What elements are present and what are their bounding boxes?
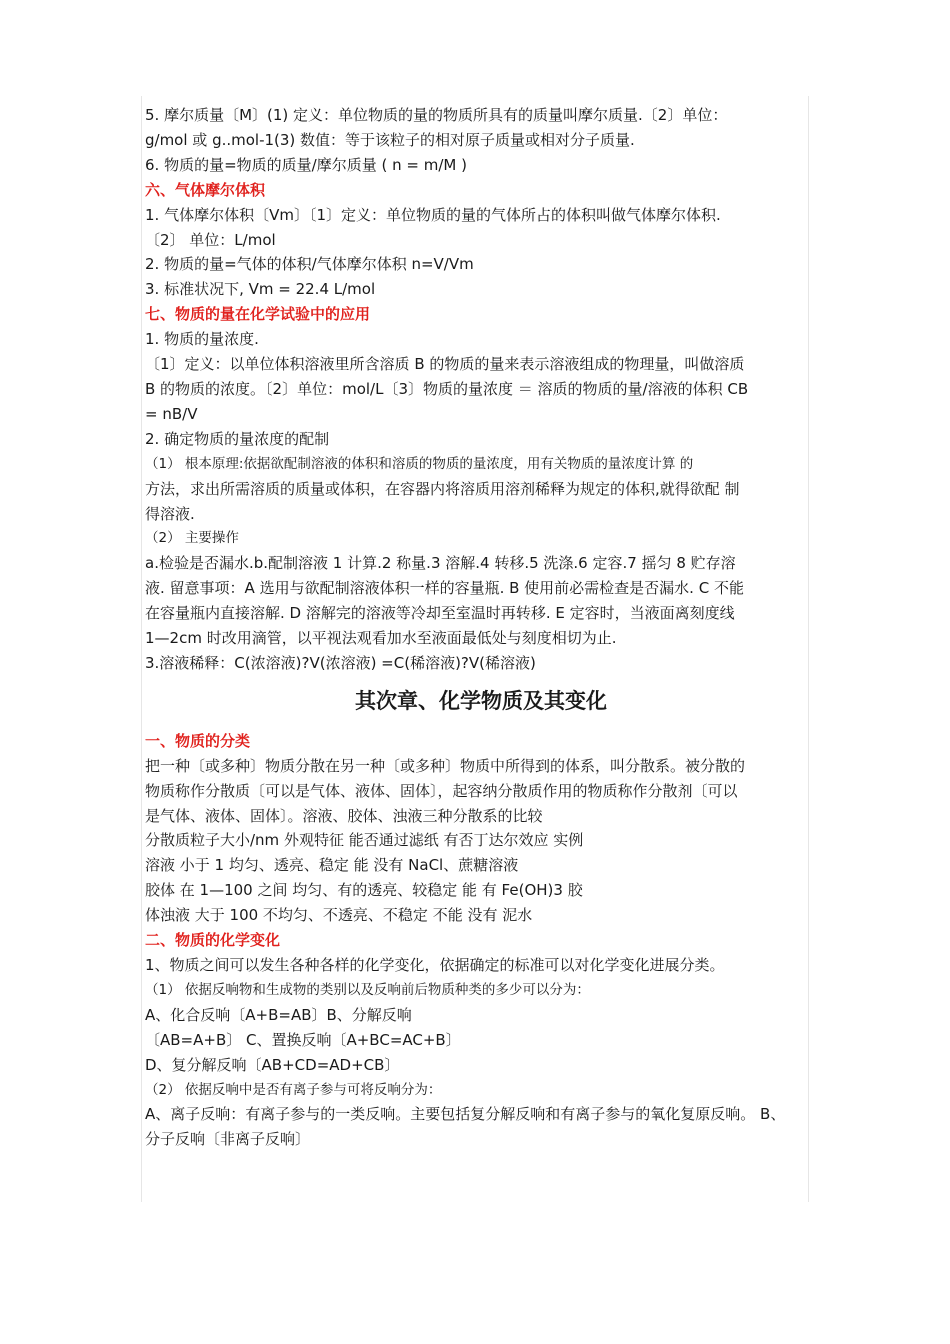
text-line: 在容量瓶内直接溶解. D 溶解完的溶液等冷却至室温时再转移. E 定容时，当液面离刻度线 (145, 604, 735, 623)
text-line: 物质称作分散质〔可以是气体、液体、固体〕，起容纳分散质作用的物质称作分散剂〔可以 (145, 781, 738, 800)
text-line: B 的物质的浓度。〔2〕单位：mol/L〔3〕物质的量浓度 ＝ 溶质的物质的量/溶液的体积 CB (145, 379, 749, 398)
section-heading: 二、物质的化学变化 (145, 931, 281, 950)
text-line: 1. 气体摩尔体积〔Vm〕〔1〕定义：单位物质的量的气体所占的体积叫做气体摩尔体积. (145, 205, 721, 224)
text-line: a.检验是否漏水.b.配制溶液 1 计算.2 称量.3 溶解.4 转移.5 洗涤.6 定容.7 摇匀 8 贮存溶 (145, 554, 736, 573)
text-line: 体浊液 大于 100 不均匀、不透亮、不稳定 不能 没有 泥水 (145, 906, 533, 925)
text-line: 方法，求出所需溶质的质量或体积，在容器内将溶质用溶剂稀释为规定的体积,就得欲配 制 (145, 479, 740, 498)
section-chemical-substances (145, 729, 817, 1152)
chapter-title: 其次章、化学物质及其变化 (355, 688, 607, 713)
text-line: 〔2〕 单位：L/mol (145, 230, 276, 249)
text-line: 2. 确定物质的量浓度的配制 (145, 429, 330, 448)
section-heading: 七、物质的量在化学试验中的应用 (145, 305, 371, 324)
text-line: （2） 依据反响中是否有离子参与可将反响分为： (145, 1081, 442, 1098)
text-line: D、复分解反响〔AB+CD=AD+CB〕 (145, 1055, 400, 1074)
text-line: 2. 物质的量=气体的体积/气体摩尔体积 n=V/Vm (145, 255, 474, 274)
text-line: 1. 物质的量浓度. (145, 330, 259, 349)
text-line: 分子反响〔非离子反响〕 (145, 1130, 311, 1149)
text-line: 胶体 在 1—100 之间 均匀、有的透亮、较稳定 能 有 Fe(OH)3 胶 (145, 881, 583, 900)
text-line: 5. 摩尔质量〔M〕(1) 定义：单位物质的量的物质所具有的质量叫摩尔质量.〔2〕单位： (145, 106, 728, 124)
text-line: 3. 标准状况下, Vm = 22.4 L/mol (145, 280, 376, 299)
text-line: = nB/V (145, 404, 198, 423)
section-heading: 一、物质的分类 (145, 731, 251, 750)
text-line: （1） 依据反响物和生成物的类别以及反响前后物质种类的多少可以分为： (145, 981, 590, 998)
text-line: 〔AB=A+B〕 C、置换反响〔A+BC=AC+B〕 (145, 1030, 461, 1049)
text-line: 液. 留意事项：A 选用与欲配制溶液体积一样的容量瓶. B 使用前必需检查是否漏水. C 不能 (145, 579, 744, 598)
text-line: （2） 主要操作 (145, 530, 239, 547)
text-line: 是气体、液体、固体〕。溶液、胶体、浊液三种分散系的比较 (145, 806, 543, 825)
text-line: g/mol 或 g..mol-1(3) 数值：等于该粒子的相对原子质量或相对分子质量. (145, 130, 635, 149)
document-page-content (145, 103, 817, 1152)
text-line: （1） 根本原理:依据欲配制溶液的体积和溶质的物质的量浓度，用有关物质的量浓度计算 的 (145, 455, 694, 472)
section-molar-quantities (145, 103, 817, 676)
text-line: A、化合反响〔A+B=AB〕B、分解反响 (145, 1005, 412, 1024)
text-line: 〔1〕定义：以单位体积溶液里所含溶质 B 的物质的量来表示溶液组成的物理量，叫做溶质 (145, 355, 745, 374)
text-line: 6. 物质的量=物质的质量/摩尔质量 ( n = m/M ) (145, 155, 467, 174)
text-line: A、离子反响：有离子参与的一类反响。主要包括复分解反响和有离子参与的氧化复原反响。 B、 (145, 1105, 786, 1124)
text-line: 得溶液. (145, 504, 195, 523)
text-line: 1—2cm 时改用滴管，以平视法观看加水至液面最低处与刻度相切为止. (145, 629, 617, 648)
text-line: 3.溶液稀释：C(浓溶液)?V(浓溶液) =C(稀溶液)?V(稀溶液) (145, 653, 536, 672)
section-heading: 六、气体摩尔体积 (145, 180, 266, 199)
text-line: 分散质粒子大小/nm 外观特征 能否通过滤纸 有否丁达尔效应 实例 (145, 831, 584, 850)
text-line: 把一种〔或多种〕物质分散在另一种〔或多种〕物质中所得到的体系，叫分散系。被分散的 (145, 756, 746, 775)
text-line: 1、物质之间可以发生各种各样的化学变化，依据确定的标准可以对化学变化进展分类。 (145, 956, 725, 974)
left-margin-line (141, 96, 142, 1202)
text-line: 溶液 小于 1 均匀、透亮、稳定 能 没有 NaCl、蔗糖溶液 (145, 856, 519, 875)
